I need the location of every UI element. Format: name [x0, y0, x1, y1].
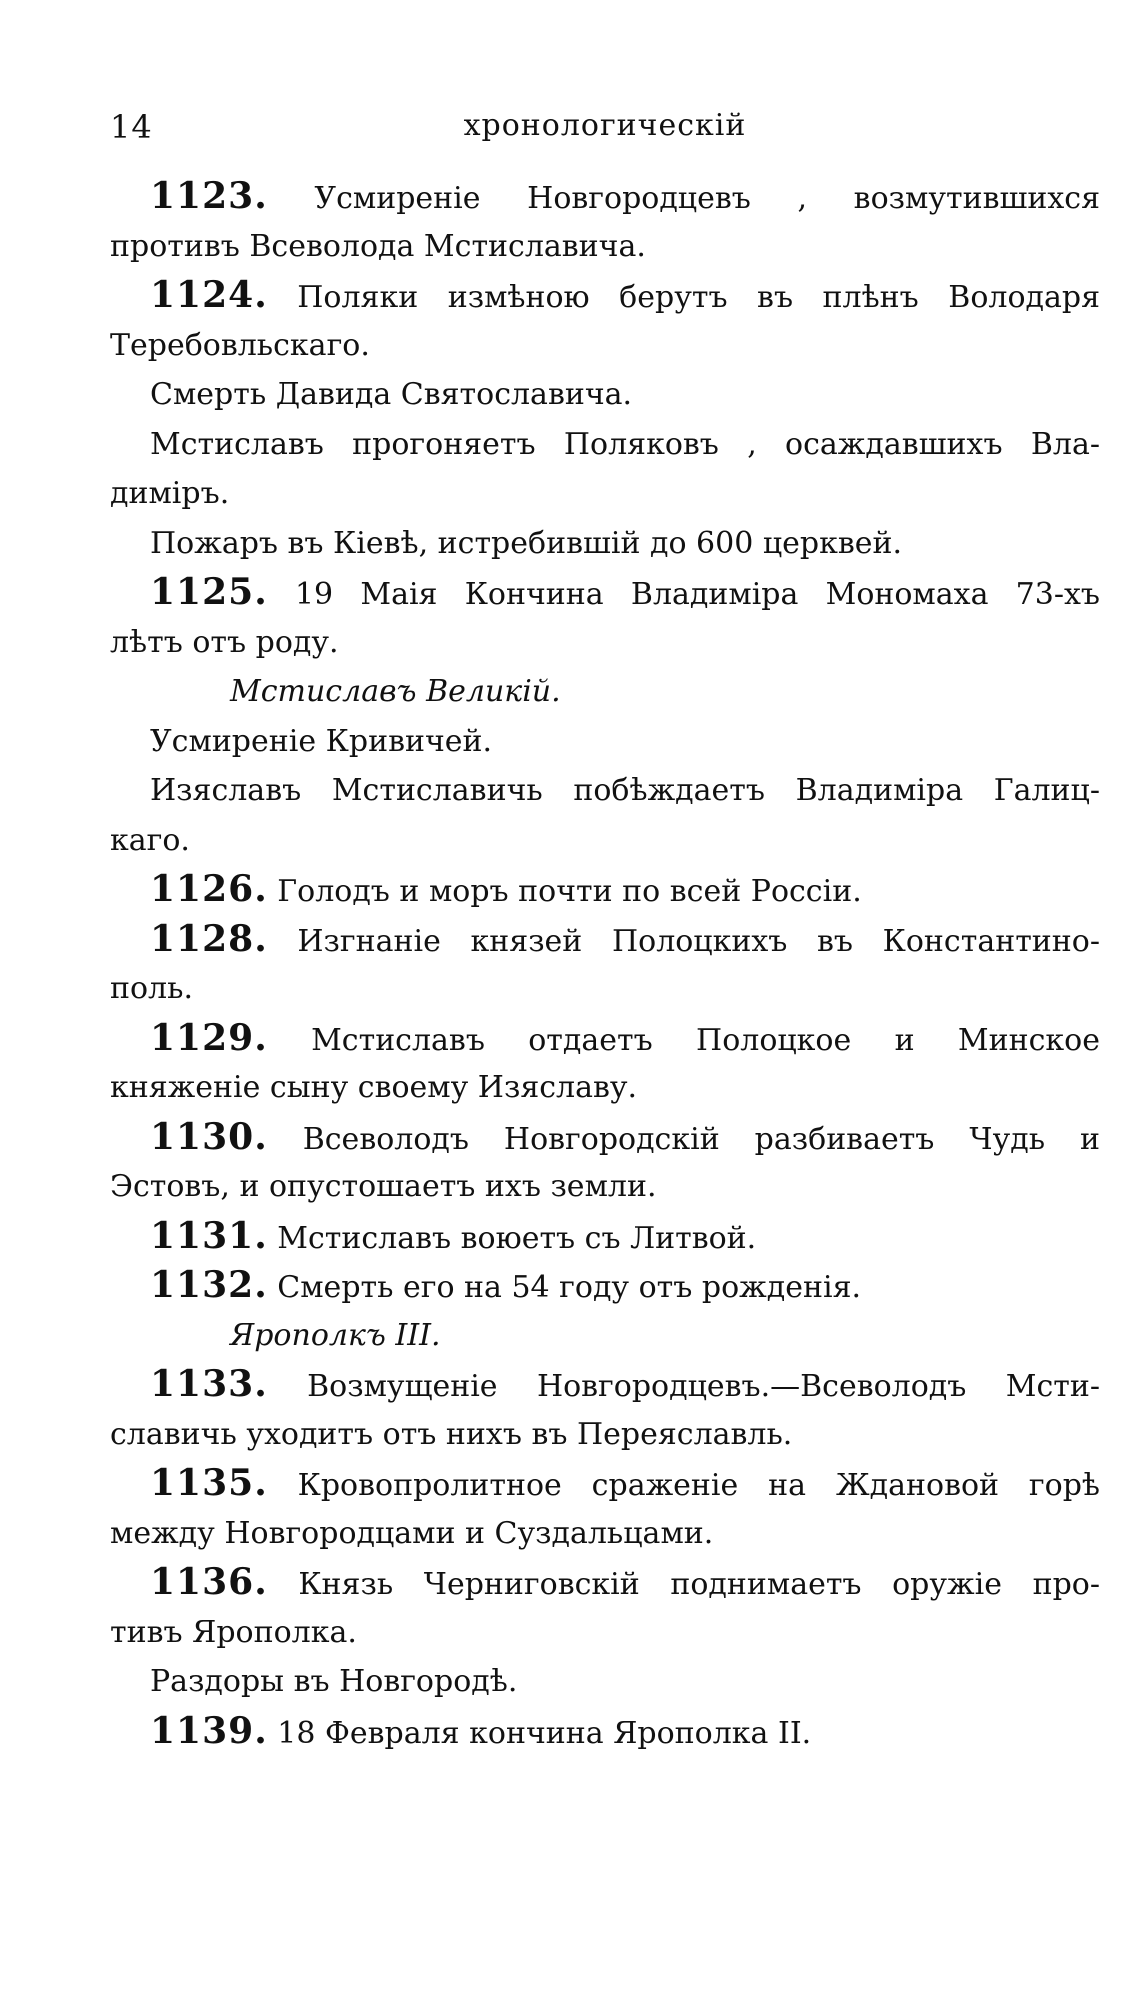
entry-text: Изяславъ Мстиславичь побѣждаетъ Владиміра Галиц-	[150, 773, 1100, 808]
entry-text: Возмущеніе Новгородцевъ.—Всеволодъ Мсти-	[267, 1369, 1100, 1404]
text-line	[110, 271, 1100, 321]
text-line	[110, 420, 1100, 470]
chronicle-text	[110, 172, 1100, 1756]
year-label: 1139.	[150, 1709, 268, 1752]
text-line	[110, 1608, 1100, 1658]
text-line	[110, 1162, 1100, 1212]
text-line	[110, 1261, 1100, 1311]
entry-text: противъ Всеволода Мстиславича.	[110, 228, 646, 264]
year-label: 1128.	[150, 917, 268, 960]
entry-text: славичь уходитъ отъ нихъ въ Переяславль.	[110, 1416, 793, 1452]
reign-heading	[110, 1311, 1100, 1361]
entry-text: 18 Февраля кончина Ярополка II.	[267, 1715, 812, 1751]
text-line	[110, 1707, 1100, 1757]
text-line	[110, 469, 1100, 519]
entry-text: Князь Черниговскій поднимаетъ оружіе про-	[267, 1567, 1100, 1602]
entry-text: Всеволодъ Новгородскій разбиваетъ Чудь и	[267, 1121, 1100, 1157]
year-label: 1125.	[150, 571, 268, 613]
year-label: 1130.	[150, 1115, 268, 1158]
text-line	[110, 1113, 1100, 1163]
year-label: 1136.	[150, 1561, 268, 1603]
year-label: 1133.	[150, 1363, 268, 1405]
text-line	[110, 915, 1100, 965]
text-line	[110, 618, 1100, 668]
entry-text: Мстиславъ прогоняетъ Поляковъ , осаждавшихъ Вла-	[150, 426, 1100, 462]
entry-text: Изгнаніе князей Полоцкихъ въ Константино-	[267, 923, 1100, 959]
text-line	[110, 321, 1100, 371]
text-line	[110, 766, 1100, 816]
year-label: 1132.	[150, 1264, 268, 1306]
entry-text: между Новгородцами и Суздальцами.	[110, 1515, 714, 1551]
text-line	[110, 865, 1100, 915]
entry-text: поль.	[110, 971, 193, 1006]
entry-text: княженіе сыну своему Изяславу.	[110, 1070, 638, 1105]
entry-text: Мстиславъ Великій.	[230, 674, 561, 709]
text-line	[110, 816, 1100, 866]
page-header	[110, 100, 1100, 150]
text-line	[110, 1360, 1100, 1410]
text-line	[110, 1558, 1100, 1608]
entry-text: 19 Маія Кончина Владиміра Мономаха 73-хъ	[267, 577, 1100, 612]
text-line	[110, 370, 1100, 420]
entry-text: тивъ Ярополка.	[110, 1614, 357, 1650]
entry-text: Ярополкъ III.	[230, 1317, 441, 1353]
entry-text: Голодъ и моръ почти по всей Россіи.	[267, 874, 862, 909]
entry-text: Поляки измѣною берутъ въ плѣнъ Володаря	[267, 280, 1100, 315]
running-title: хронологическій	[463, 108, 747, 143]
text-line	[110, 1410, 1100, 1460]
text-line	[110, 519, 1100, 569]
entry-text: Раздоры въ Новгородѣ.	[150, 1664, 518, 1699]
text-line	[110, 1657, 1100, 1707]
text-line	[110, 1063, 1100, 1113]
entry-text: Эстовъ, и опустошаетъ ихъ земли.	[110, 1169, 657, 1204]
entry-text: Смерть его на 54 году отъ рожденія.	[267, 1270, 862, 1305]
text-line	[110, 172, 1100, 222]
entry-text: диміръ.	[110, 476, 230, 511]
year-label: 1129.	[150, 1016, 268, 1059]
entry-text: Пожаръ въ Кіевѣ, истребившій до 600 церквей.	[150, 525, 903, 561]
entry-text: Усмиреніе Кривичей.	[150, 723, 493, 759]
year-label: 1124.	[150, 274, 268, 316]
text-line	[110, 222, 1100, 272]
text-line	[110, 1509, 1100, 1559]
page-number: 14	[110, 108, 153, 146]
year-label: 1123.	[150, 175, 268, 217]
text-line	[110, 1212, 1100, 1262]
entry-text: каго.	[110, 822, 190, 858]
text-line	[110, 964, 1100, 1014]
entry-text: Усмиреніе Новгородцевъ , возмутившихся	[267, 181, 1100, 216]
text-line	[110, 1014, 1100, 1064]
entry-text: Кровопролитное сраженіе на Ждановой горѣ	[267, 1468, 1100, 1503]
text-line	[110, 1459, 1100, 1509]
text-line	[110, 568, 1100, 618]
year-label: 1126.	[150, 868, 268, 910]
entry-text: Мстиславъ отдаетъ Полоцкое и Минское	[267, 1022, 1100, 1058]
entry-text: Смерть Давида Святославича.	[150, 377, 633, 412]
reign-heading	[110, 667, 1100, 717]
year-label: 1131.	[150, 1214, 268, 1257]
entry-text: Теребовльскаго.	[110, 327, 370, 363]
entry-text: Мстиславъ воюетъ съ Литвой.	[267, 1220, 757, 1256]
entry-text: лѣтъ отъ роду.	[110, 624, 339, 660]
year-label: 1135.	[150, 1462, 268, 1504]
text-line	[110, 717, 1100, 767]
